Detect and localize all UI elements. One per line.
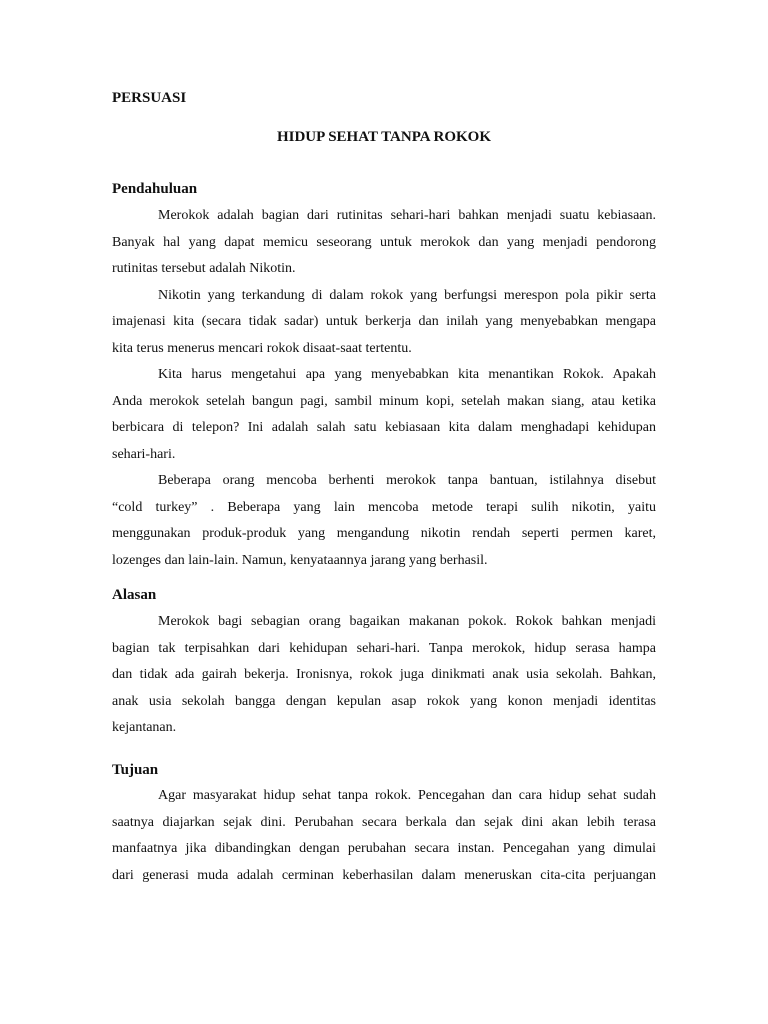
paragraph-line: Beberapa orang mencoba berhenti merokok tanpa bantuan, istilahnya disebut <box>158 473 656 488</box>
paragraph-line: Agar masyarakat hidup sehat tanpa rokok. Pencegahan dan cara hidup sehat sudah <box>158 788 656 803</box>
paragraph-line: sehari-hari. <box>112 446 176 462</box>
paragraph-line: dan tidak ada gairah bekerja. Ironisnya, rokok juga dinikmati anak usia sekolah. Bahkan, <box>112 667 656 682</box>
paragraph-line: Nikotin yang terkandung di dalam rokok yang berfungsi merespon pola pikir serta <box>158 287 656 303</box>
paragraph-line: saatnya diajarkan sejak dini. Perubahan secara berkala dan sejak dini akan lebih terasa <box>112 814 656 830</box>
paragraph-line: bagian tak terpisahkan dari kehidupan sehari-hari. Tanpa merokok, hidup serasa hampa <box>112 640 656 656</box>
paragraph-line: lozenges dan lain-lain. Namun, kenyataannya jarang yang berhasil. <box>112 552 488 568</box>
paragraph-line: berbicara di telepon? Ini adalah salah satu kebiasaan kita dalam menghadapi kehidupan <box>112 420 656 435</box>
paragraph-line: imajenasi kita (secara tidak sadar) untuk berkerja dan inilah yang menyebabkan mengapa <box>112 314 656 329</box>
document-type-label: PERSUASI <box>112 90 187 106</box>
document-title: HIDUP SEHAT TANPA ROKOK <box>276 129 492 145</box>
section-body-tujuan <box>112 783 656 889</box>
paragraph-line: kejantanan. <box>112 720 177 735</box>
paragraph-line: Banyak hal yang dapat memicu seseorang untuk merokok dan yang menjadi pendorong <box>112 234 656 250</box>
paragraph-line: “cold turkey” . Beberapa yang lain mencoba metode terapi sulih nikotin, yaitu <box>112 499 656 515</box>
paragraph-line: kita terus menerus mencari rokok disaat-saat tertentu. <box>112 340 412 356</box>
paragraph-line: Kita harus mengetahui apa yang menyebabkan kita menantikan Rokok. Apakah <box>158 367 656 382</box>
paragraph-line: anak usia sekolah bangga dengan kepulan asap rokok yang konon menjadi identitas <box>112 693 656 709</box>
section-body-alasan <box>112 609 656 742</box>
paragraph-line: Anda merokok setelah bangun pagi, sambil minum kopi, setelah makan siang, atau ketika <box>112 393 656 409</box>
paragraph-line: Merokok adalah bagian dari rutinitas sehari-hari bahkan menjadi suatu kebiasaan. <box>158 208 656 223</box>
section-heading-alasan: Alasan <box>112 587 157 603</box>
paragraph-line: rutinitas tersebut adalah Nikotin. <box>112 261 296 276</box>
section-heading-pendahuluan: Pendahuluan <box>112 181 198 197</box>
paragraph-line: dari generasi muda adalah cerminan keberhasilan dalam meneruskan cita-cita perjuangan <box>112 867 656 883</box>
paragraph-line: Merokok bagi sebagian orang bagaikan makanan pokok. Rokok bahkan menjadi <box>158 614 656 629</box>
section-body-pendahuluan <box>112 203 656 574</box>
paragraph-line: manfaatnya jika dibandingkan dengan perubahan secara instan. Pencegahan yang dimulai <box>112 841 656 856</box>
paragraph-line: menggunakan produk-produk yang mengandung nikotin rendah seperti permen karet, <box>112 526 656 541</box>
section-heading-tujuan: Tujuan <box>112 762 159 778</box>
